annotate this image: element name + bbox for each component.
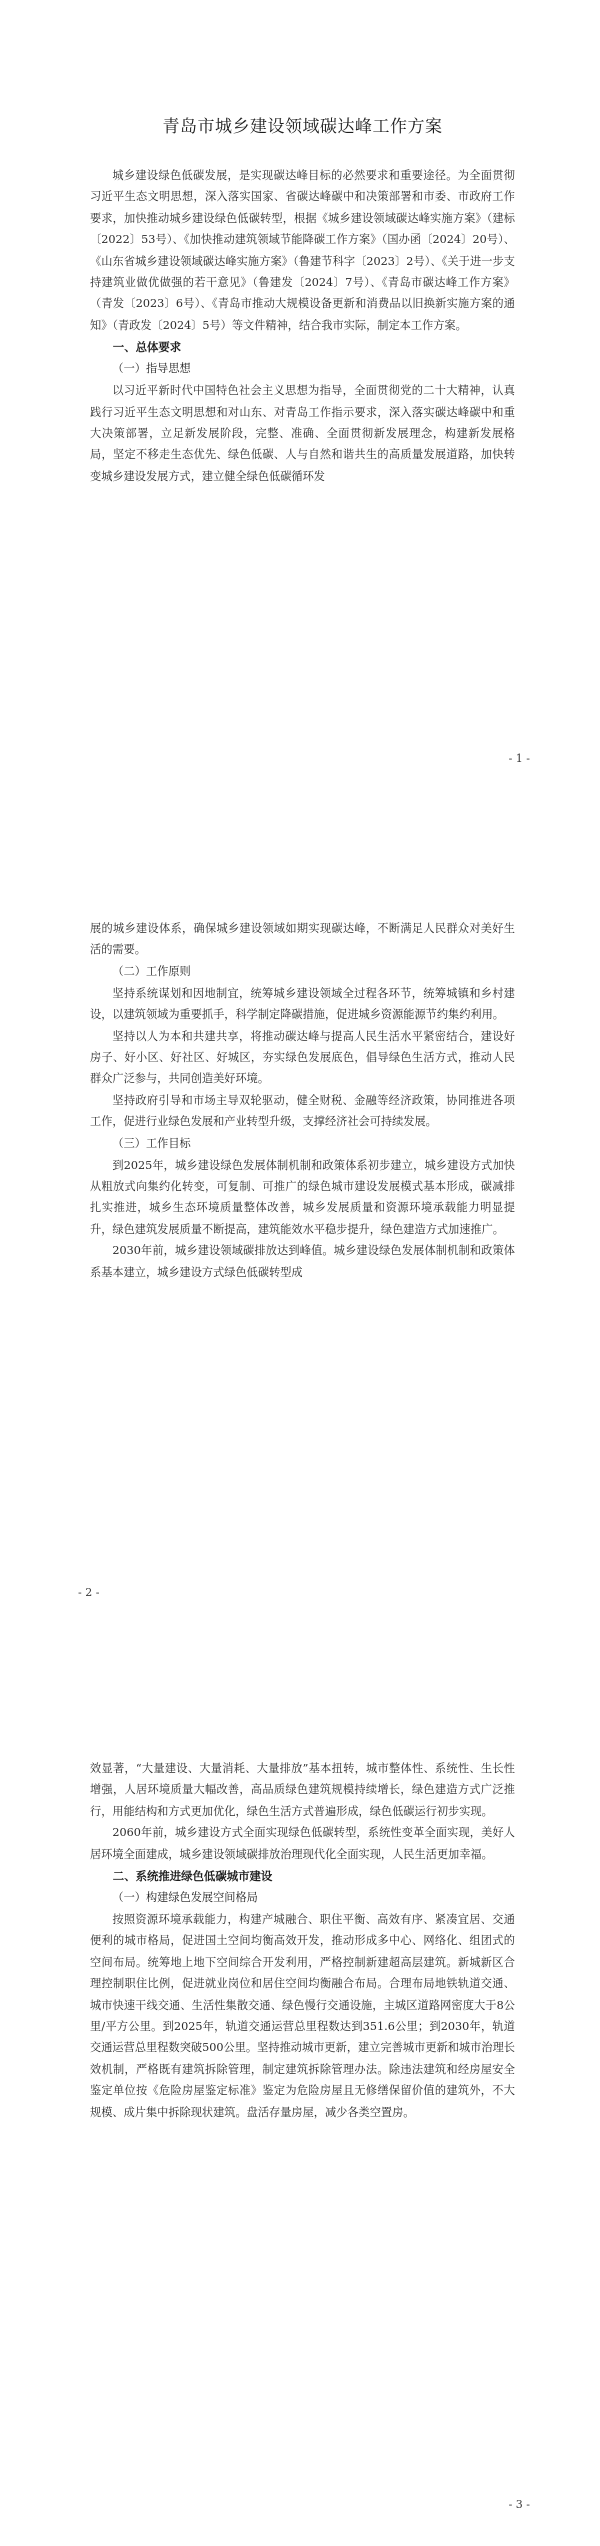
- document-title: 青岛市城乡建设领域碳达峰工作方案: [162, 117, 443, 137]
- goal-paragraph-2060: 2060年前，城乡建设方式全面实现绿色低碳转型，系统性变革全面实现，美好人居环境全面建成，城乡建设领域碳排放治理现代化全面实现，人民生活更加幸福。: [90, 1826, 515, 1861]
- spatial-pattern-paragraph: 按照资源环境承载能力，构建产城融合、职住平衡、高效有序、紧凑宜居、交通便利的城市格局，促进国土空间均衡高效开发，推动形成多中心、网络化、组团式的空间布局。统筹地上地下空间综合开发利用，严格控制新建超高层建筑。新城新区合理控制职住比例，促进就业岗位和居住空间均衡融合布局。合理布局地铁轨道交通、城市快速干线交通、生活性集散交通、绿色慢行交通设施，主城区道路网密度大于8公里/平方公里。到2025年，轨道交通运营总里程数达到351.6公里；到2030年，轨道交通运营总里程数突破500公里。坚持推动城市更新，建立完善城市更新和城市治理长效机制，严格既有建筑拆除管理，制定建筑拆除管理办法。除违法建筑和经房屋安全鉴定单位按《危险房屋鉴定标准》鉴定为危险房屋且无修缮保留价值的建筑外，不大规模、成片集中拆除现状建筑。盘活存量房屋，减少各类空置房。: [90, 1913, 515, 2119]
- principle-paragraph-people-oriented: 坚持以人为本和共建共享，将推动碳达峰与提高人民生活水平紧密结合，建设好房子、好小区、好社区、好城区，夯实绿色发展底色，倡导绿色生活方式，推动人民群众广泛参与，共同创造美好环境。: [90, 1029, 515, 1086]
- subsection-heading-spatial-pattern: （一）构建绿色发展空间格局: [112, 1891, 258, 1905]
- section-heading-green-city: 二、系统推进绿色低碳城市建设: [112, 1869, 273, 1884]
- guiding-ideology-paragraph: 以习近平新时代中国特色社会主义思想为指导，全面贯彻党的二十大精神，认真践行习近平生态文明思想和对山东、对青岛工作指示要求，深入落实碳达峰碳中和重大决策部署，立足新发展阶段，完整、准确、全面贯彻新发展理念，构建新发展格局，坚定不移走生态优先、绿色低碳、人与自然和谐共生的高质量发展道路，加快转变城乡建设发展方式，建立健全绿色低碳循环发: [90, 384, 515, 483]
- document-page-2: [0, 918, 600, 1618]
- subsection-heading-work-principles: （二）工作原则: [112, 964, 191, 978]
- subsection-heading-work-goals: （三）工作目标: [112, 1136, 191, 1150]
- goal-paragraph-2030: 2030年前，城乡建设领域碳排放达到峰值。城乡建设绿色发展体制机制和政策体系基本建立，城乡建设方式绿色低碳转型成: [90, 1244, 515, 1279]
- goal-paragraph-2025: 到2025年，城乡建设绿色发展体制机制和政策体系初步建立，城乡建设方式加快从粗放式向集约化转变，可复制、可推广的绿色城市建设发展模式基本形成，碳减排扎实推进，城乡生态环境质量整体改善，城乡发展质量和资源环境承载能力明显提升，绿色建筑发展质量不断提高，建筑能效水平稳步提升，绿色建造方式加速推广。: [90, 1158, 515, 1236]
- continued-paragraph: 效显著，“大量建设、大量消耗、大量排放”基本扭转，城市整体性、系统性、生长性增强，人居环境质量大幅改善，高品质绿色建筑规模持续增长，绿色建造方式广泛推行，用能结构和方式更加优化，绿色生活方式普遍形成，绿色低碳运行初步实现。: [90, 1762, 515, 1818]
- continued-paragraph: 展的城乡建设体系，确保城乡建设领域如期实现碳达峰，不断满足人民群众对美好生活的需要。: [90, 922, 515, 957]
- principle-paragraph-government-market: 坚持政府引导和市场主导双轮驱动，健全财税、金融等经济政策，协同推进各项工作，促进行业绿色发展和产业转型升级，支撑经济社会可持续发展。: [90, 1093, 515, 1129]
- principle-paragraph-systematic: 坚持系统谋划和因地制宜，统筹城乡建设领域全过程各环节，统筹城镇和乡村建设，以建筑领域为重要抓手，科学制定降碳措施，促进城乡资源能源节约集约利用。: [90, 986, 515, 1022]
- page-number-3: - 3 -: [508, 2498, 530, 2511]
- document-page-1: [0, 112, 600, 792]
- subsection-heading-guiding-ideology: （一）指导思想: [112, 362, 191, 376]
- intro-paragraph: 城乡建设绿色低碳发展，是实现碳达峰目标的必然要求和重要途径。为全面贯彻习近平生态文明思想，深入落实国家、省碳达峰碳中和决策部署和市委、市政府工作要求，加快推动城乡建设绿色低碳转型，根据《城乡建设领域碳达峰实施方案》（建标〔2022〕53号）、《加快推动建筑领域节能降碳工作方案》（国办函〔2024〕20号）、《山东省城乡建设领域碳达峰实施方案》（鲁建节科字〔2023〕2号）、《关于进一步支持建筑业做优做强的若干意见》（鲁建发〔2024〕7号）、《青岛市碳达峰工作方案》（青发〔2023〕6号）、《青岛市推动大规模设备更新和消费品以旧换新实施方案的通知》（青政发〔2024〕5号）等文件精神，结合我市实际，制定本工作方案。: [90, 169, 515, 332]
- document-page-3: [0, 1758, 600, 2518]
- page-number-2: - 2 -: [78, 1586, 100, 1599]
- section-heading-overall-requirements: 一、总体要求: [112, 340, 182, 355]
- page-number-1: - 1 -: [508, 752, 530, 765]
